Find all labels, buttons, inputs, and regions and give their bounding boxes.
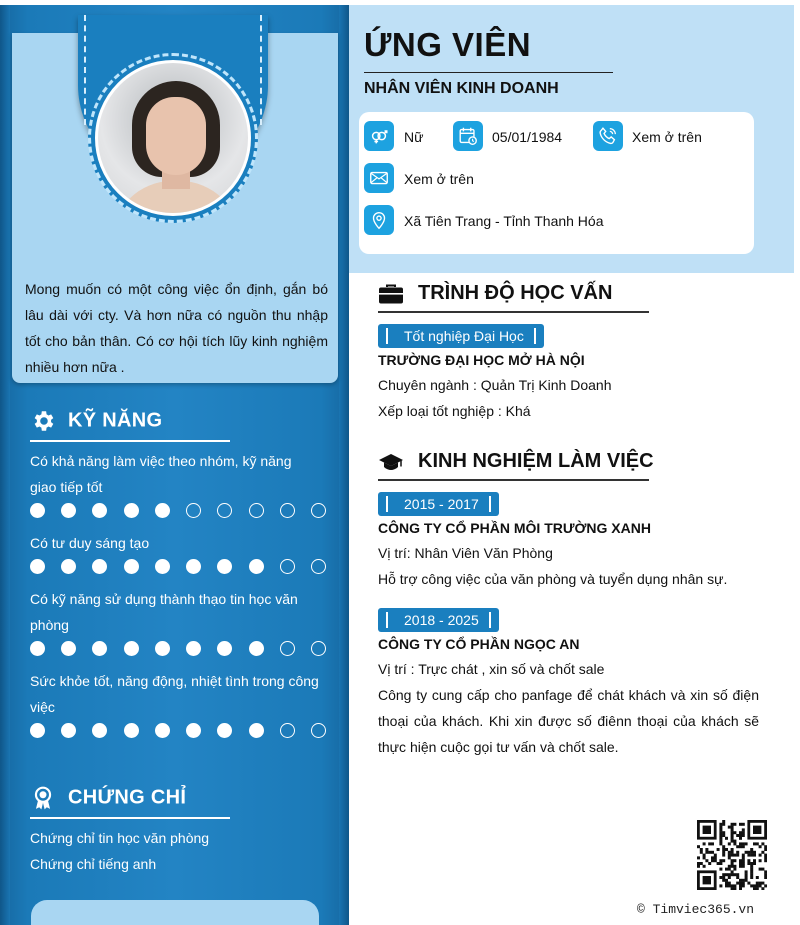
job-1-company: CÔNG TY CỔ PHẦN MÔI TRƯỜNG XANH bbox=[378, 520, 651, 536]
rating-dot bbox=[249, 641, 264, 656]
rating-dot bbox=[30, 503, 45, 518]
rating-dot bbox=[155, 503, 170, 518]
skills-heading bbox=[30, 408, 162, 434]
job-2-role: Vị trí : Trực chát , xin số và chốt sale bbox=[378, 661, 605, 677]
rating-dot bbox=[30, 641, 45, 656]
email-icon bbox=[364, 163, 394, 193]
calendar-icon bbox=[453, 121, 483, 151]
job-1-role: Vị trí: Nhân Viên Văn Phòng bbox=[378, 545, 553, 561]
rating-dot bbox=[186, 641, 201, 656]
skills-title: KỸ NĂNG bbox=[68, 409, 163, 432]
career-objective: Mong muốn có một công việc ổn định, gắn bó lâu dài với cty. Và hơn nữa có nguồn thu nhập tốt cho bản thân. Có cơ hội tích lũy kinh nghiệm nhiều hơn nữa . bbox=[25, 281, 328, 375]
job-2-period: 2018 - 2025 bbox=[378, 608, 499, 632]
rating-dot bbox=[124, 559, 139, 574]
rating-dot bbox=[249, 503, 264, 518]
skill-rating-3 bbox=[30, 641, 326, 657]
job-2-description: Công ty cung cấp cho panfage để chát khách và xin số điện thoại của khách. Khi xin được số điênn thoại của khách sẽ thực hiện cuộc gọi tư vấn và chốt sale. bbox=[378, 687, 759, 755]
rating-dot bbox=[311, 503, 326, 518]
rating-dot bbox=[92, 723, 107, 738]
experience-title: KINH NGHIỆM LÀM VIỆC bbox=[418, 450, 654, 473]
rating-dot bbox=[217, 641, 232, 656]
rating-dot bbox=[217, 503, 232, 518]
rating-dot bbox=[280, 723, 295, 738]
rating-dot bbox=[249, 559, 264, 574]
job-1-period: 2015 - 2017 bbox=[378, 492, 499, 516]
job-2-company: CÔNG TY CỔ PHẦN NGỌC AN bbox=[378, 636, 580, 652]
rating-dot bbox=[92, 503, 107, 518]
rating-dot bbox=[61, 723, 76, 738]
rating-dot bbox=[92, 559, 107, 574]
rating-dot bbox=[311, 641, 326, 656]
sidebar-edge-right bbox=[339, 5, 349, 925]
name-underline bbox=[364, 72, 613, 73]
ribbon-stitch-left bbox=[84, 15, 86, 125]
graduation-cap-icon bbox=[378, 451, 404, 473]
skill-rating-2 bbox=[30, 559, 326, 575]
rating-dot bbox=[186, 559, 201, 574]
education-grade: Xếp loại tốt nghiệp : Khá bbox=[378, 403, 531, 419]
rating-dot bbox=[92, 641, 107, 656]
skill-label-3: Có kỹ năng sử dụng thành thạo tin học văn phòng bbox=[30, 591, 298, 633]
rating-dot bbox=[280, 559, 295, 574]
job-1-description: Hỗ trợ công việc của văn phòng và tuyển dụng nhân sự. bbox=[378, 571, 728, 587]
rating-dot bbox=[311, 559, 326, 574]
rating-dot bbox=[61, 641, 76, 656]
education-badge: Tốt nghiệp Đại Học bbox=[378, 324, 544, 348]
rating-dot bbox=[186, 503, 201, 518]
gear-icon bbox=[30, 408, 56, 434]
phone-value: Xem ở trên bbox=[632, 129, 702, 145]
award-icon bbox=[30, 785, 56, 811]
rating-dot bbox=[30, 559, 45, 574]
rating-dot bbox=[155, 723, 170, 738]
rating-dot bbox=[186, 723, 201, 738]
skill-rating-4 bbox=[30, 723, 326, 739]
experience-heading bbox=[378, 450, 654, 473]
rating-dot bbox=[249, 723, 264, 738]
candidate-position: NHÂN VIÊN KINH DOANH bbox=[364, 80, 559, 97]
avatar-frame bbox=[88, 53, 258, 223]
birthday-value: 05/01/1984 bbox=[492, 129, 563, 145]
sidebar-edge-left bbox=[0, 5, 10, 925]
avatar-face bbox=[146, 97, 206, 175]
rating-dot bbox=[217, 559, 232, 574]
gender-value: Nữ bbox=[404, 129, 424, 145]
briefcase-icon bbox=[378, 283, 404, 305]
rating-dot bbox=[217, 723, 232, 738]
certificates-heading bbox=[30, 785, 186, 811]
ribbon-stitch-right bbox=[260, 15, 262, 125]
rating-dot bbox=[124, 723, 139, 738]
skill-label-2: Có tư duy sáng tạo bbox=[30, 535, 150, 551]
rating-dot bbox=[61, 559, 76, 574]
education-heading bbox=[378, 282, 612, 305]
sidebar-bottom-tab bbox=[31, 900, 319, 925]
avatar bbox=[95, 60, 251, 216]
experience-underline bbox=[378, 479, 649, 481]
address-value: Xã Tiên Trang - Tỉnh Thanh Hóa bbox=[404, 213, 604, 229]
skill-label-4: Sức khỏe tốt, năng động, nhiệt tình trong công việc bbox=[30, 673, 319, 715]
certificate-item-1: Chứng chỉ tin học văn phòng bbox=[30, 830, 210, 846]
certificate-item-2: Chứng chỉ tiếng anh bbox=[30, 856, 157, 872]
education-school: TRƯỜNG ĐẠI HỌC MỞ HÀ NỘI bbox=[378, 352, 585, 368]
certificates-underline bbox=[30, 817, 230, 819]
qr-code-icon bbox=[697, 820, 767, 890]
rating-dot bbox=[311, 723, 326, 738]
location-icon bbox=[364, 205, 394, 235]
education-title: TRÌNH ĐỘ HỌC VẤN bbox=[418, 282, 613, 305]
copyright: © Timviec365.vn bbox=[637, 902, 755, 917]
rating-dot bbox=[61, 503, 76, 518]
phone-icon bbox=[593, 121, 623, 151]
skill-label-1: Có khả năng làm việc theo nhóm, kỹ năng giao tiếp tốt bbox=[30, 453, 292, 495]
rating-dot bbox=[30, 723, 45, 738]
rating-dot bbox=[155, 559, 170, 574]
gender-icon bbox=[364, 121, 394, 151]
rating-dot bbox=[280, 641, 295, 656]
certificates-title: CHỨNG CHỈ bbox=[68, 786, 187, 809]
rating-dot bbox=[155, 641, 170, 656]
email-value: Xem ở trên bbox=[404, 171, 474, 187]
candidate-name: ỨNG VIÊN bbox=[364, 26, 532, 63]
rating-dot bbox=[124, 503, 139, 518]
education-major: Chuyên ngành : Quản Trị Kinh Doanh bbox=[378, 377, 612, 393]
skill-rating-1 bbox=[30, 503, 326, 519]
education-underline bbox=[378, 311, 649, 313]
skills-underline bbox=[30, 440, 230, 442]
rating-dot bbox=[124, 641, 139, 656]
rating-dot bbox=[280, 503, 295, 518]
